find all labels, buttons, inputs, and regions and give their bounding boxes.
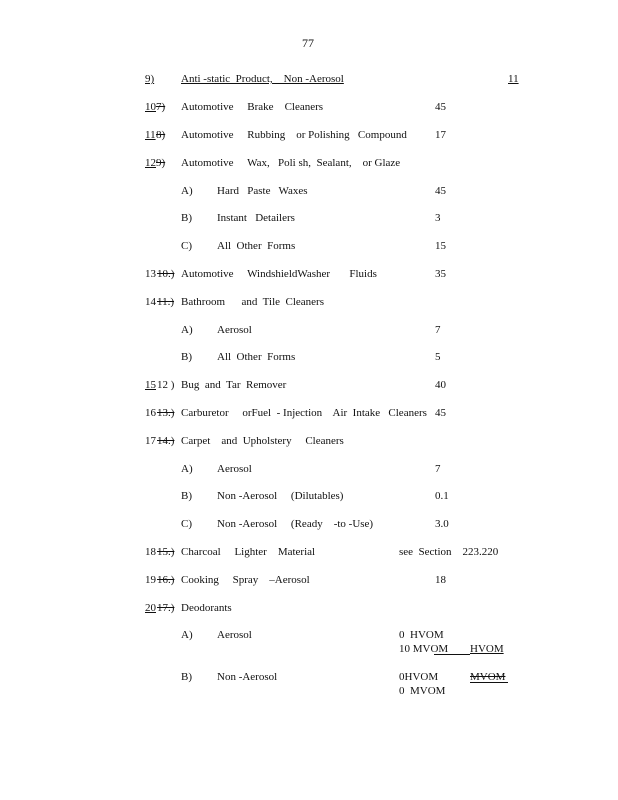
- item-number-new: 12: [145, 157, 156, 169]
- subitem-label: Non -Aerosol (Dilutables): [217, 490, 344, 502]
- item-value: 17: [435, 129, 446, 141]
- item-number-old: 16.): [157, 574, 175, 586]
- subitem-letter: A): [181, 629, 193, 641]
- item-label: Cooking Spray –Aerosol: [181, 574, 310, 586]
- underline-rule: [470, 682, 508, 683]
- item-number-new: 19: [145, 574, 156, 586]
- item-number-old: 15.): [157, 546, 175, 558]
- subitem-letter: B): [181, 490, 192, 502]
- subitem-letter: C): [181, 518, 192, 530]
- subitem-value: HVOM: [470, 643, 504, 655]
- item-number-new: 13: [145, 268, 156, 280]
- subitem-value: 15: [435, 240, 446, 252]
- subitem-value: 0 HVOM: [399, 629, 444, 641]
- subitem-value: 5: [435, 351, 441, 363]
- item-label: Anti -static Product, Non -Aerosol: [181, 73, 344, 85]
- item-label: Automotive Rubbing or Polishing Compound: [181, 129, 407, 141]
- item-value: 45: [435, 101, 446, 113]
- subitem-label: All Other Forms: [217, 351, 296, 363]
- subitem-value: 0 MVOM: [399, 685, 446, 697]
- item-number-new: 11: [145, 129, 156, 141]
- item-number-old: 9): [156, 157, 166, 169]
- item-label: Automotive WindshieldWasher Fluids: [181, 268, 377, 280]
- item-label: Charcoal Lighter Material: [181, 546, 316, 558]
- item-number-new: 14: [145, 296, 156, 308]
- item-label: Automotive Wax, Poli sh, Sealant, or Glaze: [181, 157, 401, 169]
- item-number-new: 17: [145, 435, 156, 447]
- item-value: 18: [435, 574, 446, 586]
- subitem-value-struck: MVOM: [470, 671, 506, 683]
- subitem-letter: A): [181, 324, 193, 336]
- subitem-value: 7: [435, 324, 441, 336]
- subitem-value: 7: [435, 463, 441, 475]
- subitem-letter: B): [181, 212, 192, 224]
- subitem-label: All Other Forms: [217, 240, 296, 252]
- subitem-letter: B): [181, 671, 192, 683]
- item-number-new: 16: [145, 407, 156, 419]
- item-label: Automotive Brake Cleaners: [181, 101, 324, 113]
- subitem-letter: C): [181, 240, 192, 252]
- item-number-old: 12 ): [157, 379, 175, 391]
- item-number-new: 20: [145, 602, 156, 614]
- subitem-label: Non -Aerosol: [217, 671, 278, 683]
- page-number: 77: [302, 36, 314, 50]
- subitem-label: Aerosol: [217, 463, 252, 475]
- item-number-old: 11.): [157, 296, 175, 308]
- item-value: 45: [435, 407, 446, 419]
- item-value: see Section 223.220: [399, 546, 499, 558]
- item-label: Bug and Tar Remover: [181, 379, 287, 391]
- subitem-letter: A): [181, 185, 193, 197]
- subitem-label: Hard Paste Waxes: [217, 185, 308, 197]
- item-number-new: 10: [145, 101, 156, 113]
- item-number-new: 18: [145, 546, 156, 558]
- subitem-letter: A): [181, 463, 193, 475]
- item-number: 9): [145, 73, 155, 85]
- subitem-value: 10 MVOM: [399, 643, 449, 655]
- subitem-label: Aerosol: [217, 324, 252, 336]
- subitem-value: 45: [435, 185, 446, 197]
- item-label: Deodorants: [181, 602, 232, 614]
- item-number-old: 10.): [157, 268, 175, 280]
- subitem-value: 3.0: [435, 518, 449, 530]
- subitem-label: Instant Detailers: [217, 212, 295, 224]
- item-label: Carpet and Upholstery Cleaners: [181, 435, 344, 447]
- subitem-label: Non -Aerosol (Ready -to -Use): [217, 518, 374, 530]
- underline-rule: [434, 654, 470, 655]
- subitem-value: 3: [435, 212, 441, 224]
- item-number-old: 8): [156, 129, 166, 141]
- item-label: Carburetor orFuel - Injection Air Intake Cleaners: [181, 407, 427, 419]
- item-number-new: 15: [145, 379, 156, 391]
- item-number-old: 7): [156, 101, 166, 113]
- item-value: 11: [508, 73, 519, 85]
- subitem-label: Aerosol: [217, 629, 252, 641]
- item-value: 35: [435, 268, 446, 280]
- item-number-old: 13.): [157, 407, 175, 419]
- item-value: 40: [435, 379, 446, 391]
- subitem-value: 0.1: [435, 490, 449, 502]
- subitem-letter: B): [181, 351, 192, 363]
- item-number-old: 14.): [157, 435, 175, 447]
- item-number-old: 17.): [157, 602, 175, 614]
- item-label: Bathroom and Tile Cleaners: [181, 296, 324, 308]
- subitem-value: 0HVOM: [399, 671, 439, 683]
